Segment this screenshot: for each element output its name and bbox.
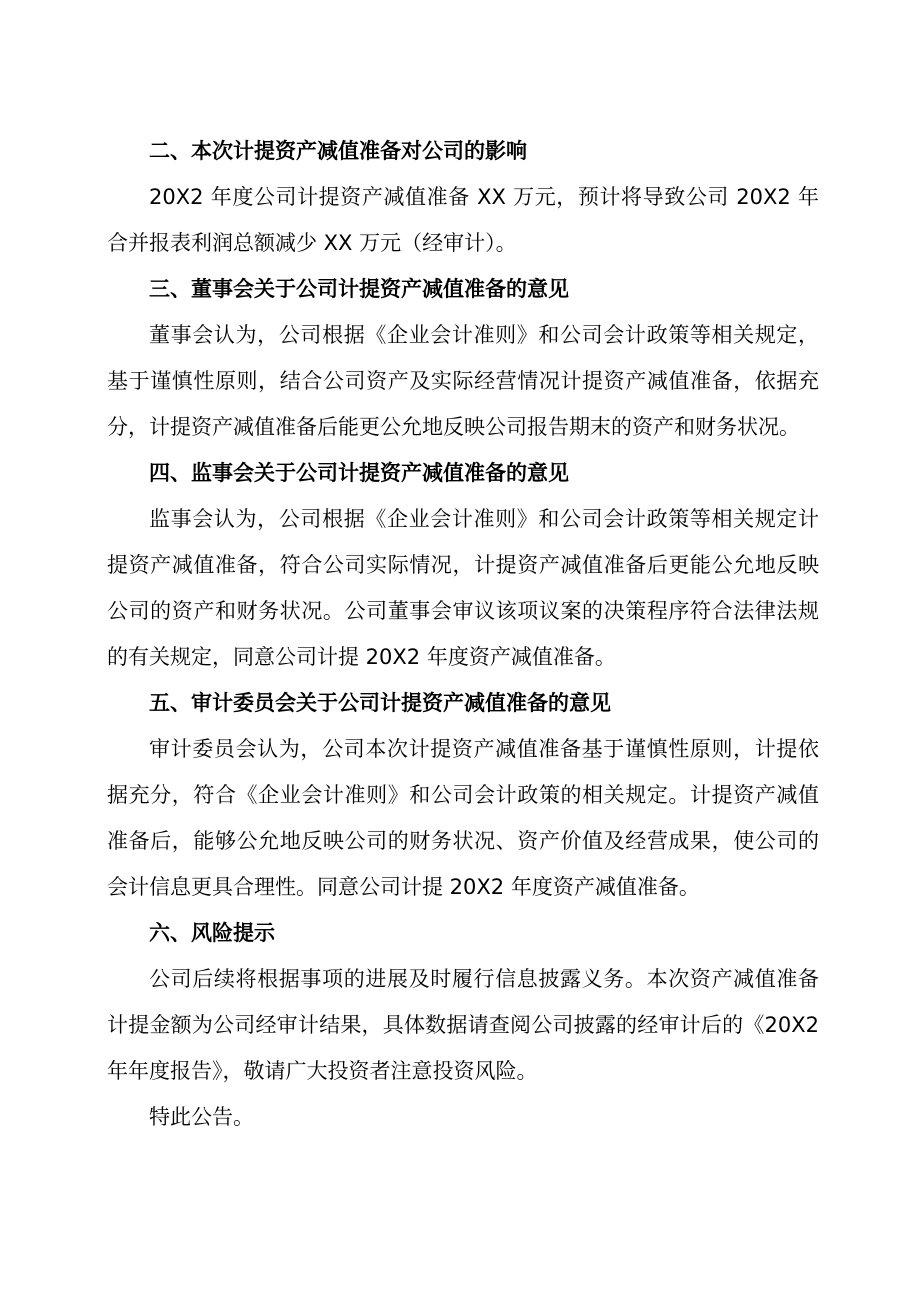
section-heading-risk-warning: 六、风险提示 (149, 921, 275, 945)
section-heading-audit-committee-opinion: 五、审计委员会关于公司计提资产减值准备的意见 (149, 691, 611, 715)
document-body (107, 128, 819, 1140)
section-heading-supervisory-opinion: 四、监事会关于公司计提资产减值准备的意见 (149, 461, 569, 485)
section-paragraph-audit-committee-opinion: 审计委员会认为，公司本次计提资产减值准备基于谨慎性原则，计提依据充分，符合《企业会计准则》和公司会计政策的相关规定。计提资产减值准备后，能够公允地反映公司的财务状况、资产价值及经营成果，使公司的会计信息更具合理性。同意公司计提 20X2 年度资产减值准备。 (107, 737, 819, 899)
section-paragraph-board-opinion: 董事会认为，公司根据《企业会计准则》和公司会计政策等相关规定，基于谨慎性原则，结合公司资产及实际经营情况计提资产减值准备，依据充分，计提资产减值准备后能更公允地反映公司报告期末的资产和财务状况。 (107, 323, 819, 439)
section-paragraph-supervisory-opinion: 监事会认为，公司根据《企业会计准则》和公司会计政策等相关规定计提资产减值准备，符合公司实际情况，计提资产减值准备后更能公允地反映公司的资产和财务状况。公司董事会审议该项议案的决策程序符合法律法规的有关规定，同意公司计提 20X2 年度资产减值准备。 (107, 507, 819, 669)
closing-statement: 特此公告。 (149, 1105, 254, 1129)
section-heading-board-opinion: 三、董事会关于公司计提资产减值准备的意见 (149, 277, 569, 301)
section-paragraph-impact: 20X2 年度公司计提资产减值准备 XX 万元，预计将导致公司 20X2 年合并报表利润总额减少 XX 万元（经审计）。 (107, 185, 819, 255)
section-heading-impact: 二、本次计提资产减值准备对公司的影响 (149, 139, 527, 163)
section-paragraph-risk-warning: 公司后续将根据事项的进展及时履行信息披露义务。本次资产减值准备计提金额为公司经审计结果，具体数据请查阅公司披露的经审计后的《20X2 年年度报告》，敬请广大投资者注意投资风险。 (107, 967, 819, 1083)
